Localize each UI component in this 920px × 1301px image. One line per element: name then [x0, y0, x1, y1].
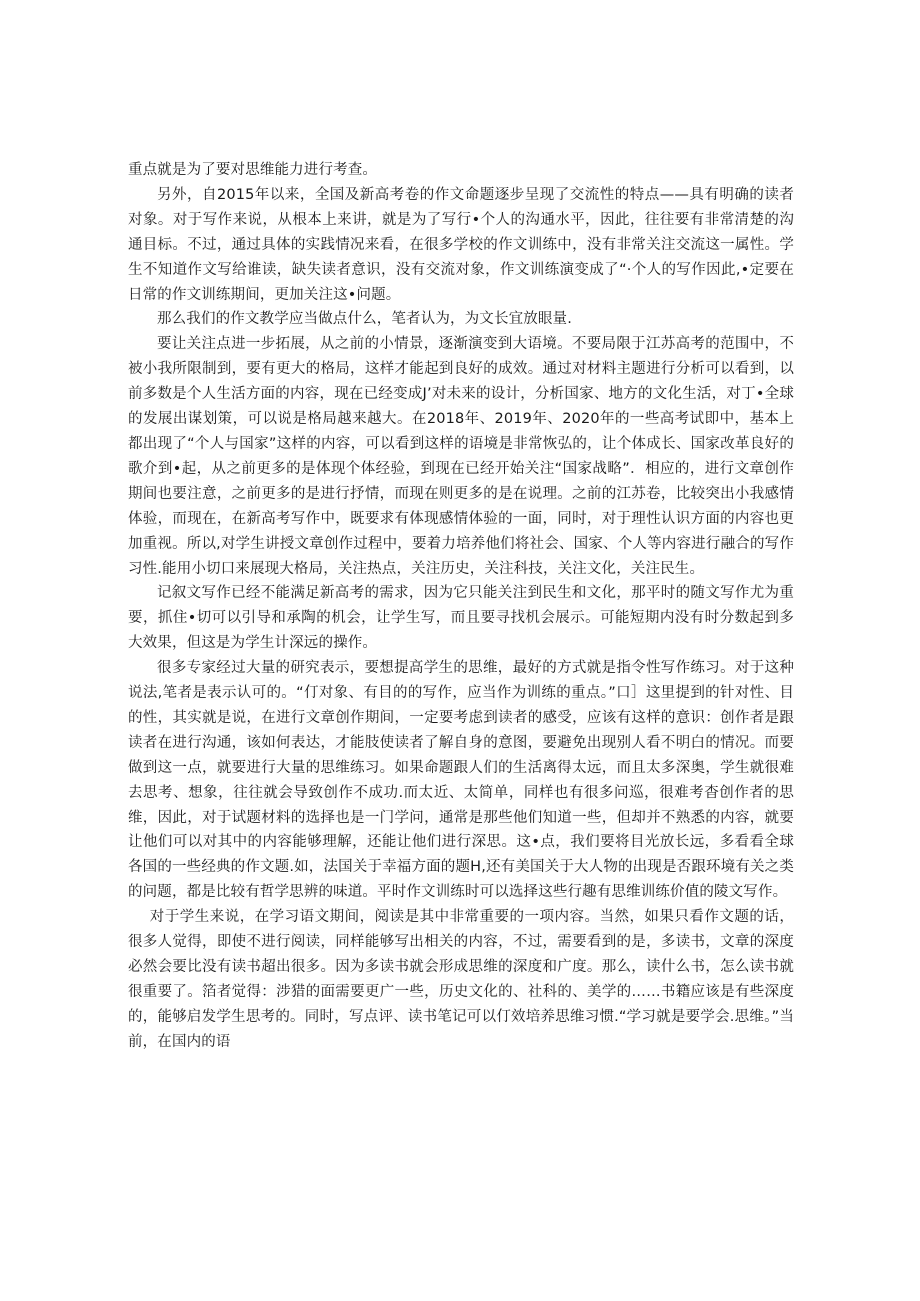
paragraph-narrative-writing: 记叙文写作已经不能满足新高考的需求，因为它只能关注到民生和文化，那平时的随文写作尤为重要，抓住•切可以引导和承陶的机会，让学生写，而且要寻找机会展示。可能短期内没有时分数起到多大效果，但这是为学生计深远的操作。 [128, 585, 794, 652]
paragraph-broader-context: 要让关注点进一步拓展，从之前的小情景，逐渐演变到大语境。不要局限于江苏高考的范围中，不被小我所限制到，要有更大的格局，这样才能起到良好的成效。通过对材料主题进行分析可以看到，以前多数是个人生活方面的内容，现在已经变成J’对未来的设计，分析国家、地方的文化生活，对丁•全球的发展出谋划策，可以说是格局越来越大。在2018年、2019年、2020年的一些高考试即中，基本上都出现了“个人与国家”这样的内容，可以看到这样的语境是非常恢弘的，让个体成长、国家改革良好的歌介到•起，从之前更多的是体现个体经验，到现在已经开始关注“国家战略”．相应的，进行文章创作期间也要注意，之前更多的是进行抒情，而现在则更多的是在说理。之前的江苏卷，比较突出小我感情体验，而现在，在新高考写作中，既要求有体现感情体验的一面，同时，对于理性认识方面的内容也更加重视。所以,对学生讲授文章创作过程中，要着力培养他们将社会、国家、个人等内容进行融合的写作习性.能用小切口来展现大格局，关注热点，关注历史，关注科技，关注文化，关注民生。 [128, 336, 794, 577]
document-body [128, 158, 794, 1055]
paragraph-directive-writing: 很多专家经过大量的研究表示，要想提高学生的思维，最好的方式就是指令性写作练习。对于这种说法,笔者是表示认可的。“仃对象、有目的的写作，应当作为训练的重点。”口］这里提到的针对性、目的性，其实就是说，在进行文章创作期间，一定要考虑到读者的感受，应该有这样的意识：创作者是跟读者在进行沟通，该如何表达，才能肢使读者了解自身的意图，要避免出现别人看不明白的情况。而要做到这一点，就要进行大量的思维练习。如果命题跟人们的生活离得太远，而且太多深奥，学生就很难去思考、想象，往往就会导致创作不成功.而太近、太简单，同样也有很多问巡，很难考杳创作者的思维，因此，对于试题材料的选择也是一门学问，通常是那些他们知道一些，但却并不熟悉的内容，就要让他们可以对其中的内容能够理解，还能让他们进行深思。这•点，我们要将目光放长远，多看看全球各国的一些经典的作文题.如，法国关于幸福方面的题H,还有美国关于大人物的出现是否跟环境有关之类的问题，都是比较有哲学思辨的味道。平时作文训练时可以选择这些行趣有思维训练价值的陵文写作。 [128, 660, 794, 901]
paragraph-question: 那么我们的作文教学应当做点什么，笔者认为，为文长宜放眼量. [157, 311, 572, 328]
paragraph-communication: 另外，自2015年以来，全国及新高考卷的作文命题逐步呈现了交流性的特点——具有明确的读者对象。对于写作来说，从根本上来讲，就是为了写行•个人的沟通水平，因此，往往要有非常清楚的沟通目标。不过，通过具体的实践情况来看，在很多学校的作文训练中，没有非常关注交流这一属性。学生不知道作文写给谁读，缺失读者意识，没有交流对象，作文训练演变成了“·个人的写作因此,•定要在日常的作文训练期间，更加关注这•问题。 [128, 186, 794, 303]
paragraph-continuation: 重点就是为了要对思维能力进行考查。 [128, 162, 378, 178]
paragraph-reading: 对于学生来说，在学习语文期间，阅读是其中非常重要的一项内容。当然，如果只看作文题的话，很多人觉得，即使不进行阅读，同样能够写出相关的内容，不过，需要看到的是，多读书，文章的深度必然会要比没有读书超出很多。因为多读书就会形成思维的深度和广度。那么，读什么书，怎么读书就很重要了。箔者觉得：涉猎的面需要更广一些，历史文化的、社科的、美学的……书籍应该是有些深度的，能够启发学生思考的。同时，写点评、读书笔记可以仃效培养思维习惯.“学习就是要学会.思维。”当前，在国内的语 [128, 909, 794, 1050]
